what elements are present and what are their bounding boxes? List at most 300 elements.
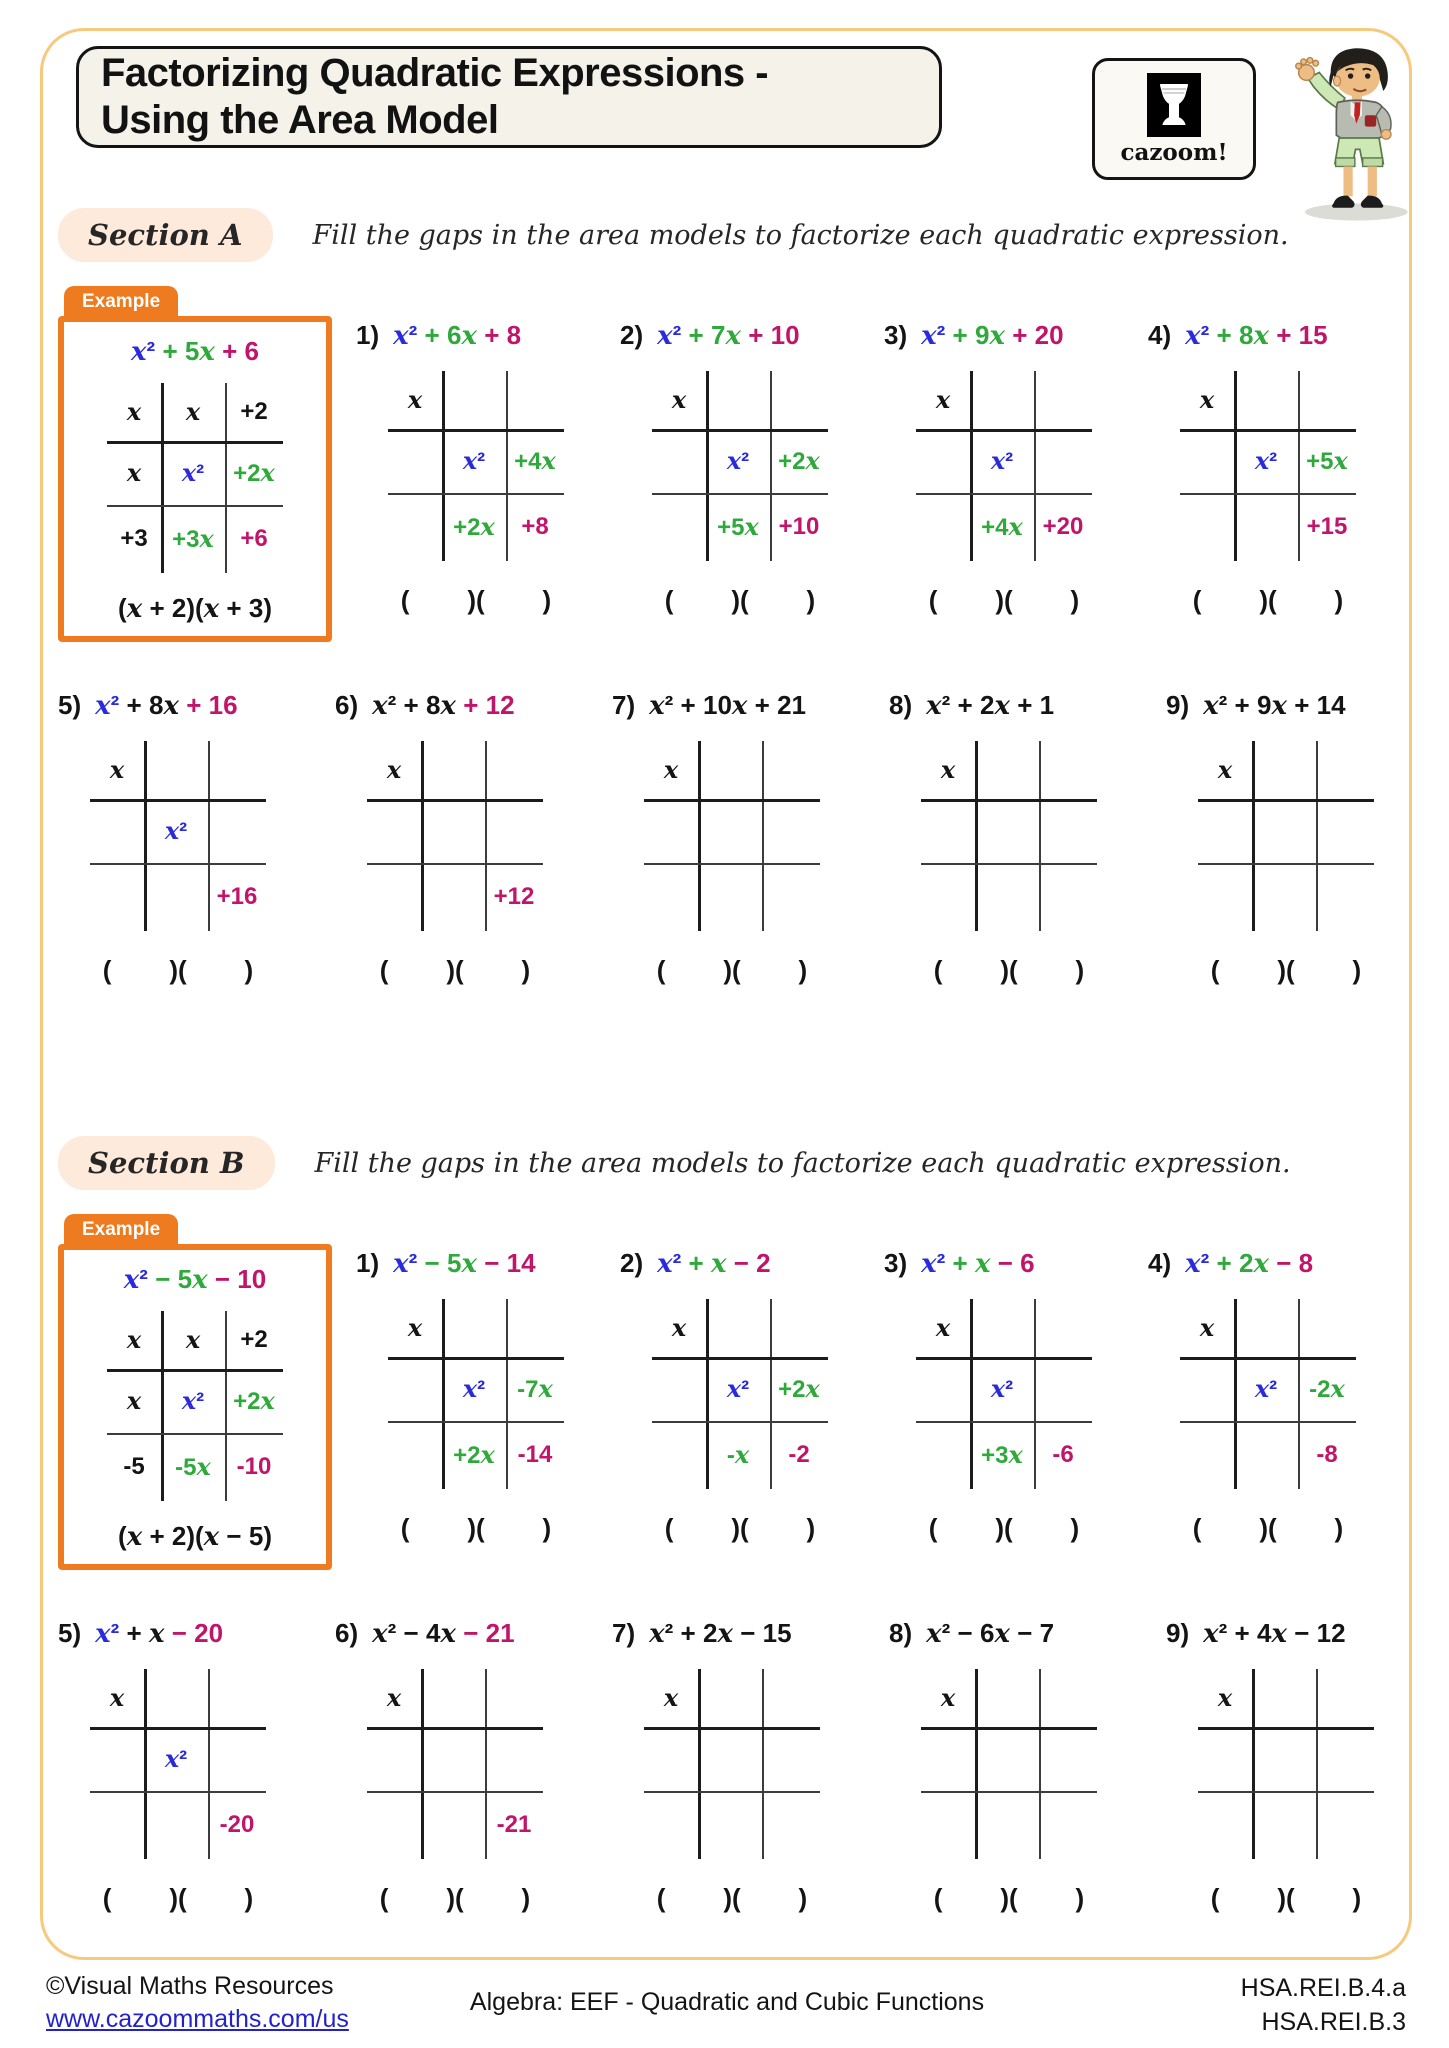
grid-cell: -6 [1052, 1441, 1074, 1468]
problem-card-3 [884, 286, 1124, 642]
grid-line [90, 1727, 266, 1730]
example-expression: x² + 5x + 6 [131, 336, 259, 367]
answer-blanks: ( )( ) [102, 955, 254, 985]
grid-cell [1039, 799, 1097, 863]
grid-line [388, 1421, 564, 1423]
answer-blanks: ( )( ) [928, 1513, 1080, 1543]
grid-line [107, 505, 283, 507]
problem-card-7 [612, 1584, 852, 1914]
grid-cell: x [185, 1325, 201, 1354]
grid-line [107, 441, 283, 444]
grid-cell [652, 1357, 706, 1421]
grid-cell [1252, 799, 1316, 863]
grid-line [698, 1669, 701, 1859]
grid-line [652, 493, 828, 495]
problem-card-8 [889, 1584, 1129, 1914]
grid-cell [1234, 1299, 1298, 1357]
grid-line [921, 1727, 1097, 1730]
grid-line [970, 371, 973, 561]
grid-line [144, 741, 147, 931]
grid-cell [975, 1791, 1039, 1859]
problem-card-4 [1148, 286, 1388, 642]
cazoom-logo [1092, 58, 1256, 180]
grid-cell: x [109, 755, 125, 784]
problem-expression: x² + 8x + 15 [1185, 320, 1328, 351]
problem-card-8 [889, 656, 1129, 986]
problem-card-7 [612, 656, 852, 986]
grid-cell: +3x [981, 1440, 1023, 1469]
problem-card-9 [1166, 656, 1406, 986]
grid-line [208, 1669, 210, 1859]
grid-cell [770, 371, 828, 429]
grid-line [1198, 1791, 1374, 1793]
grid-cell: x [935, 1313, 951, 1342]
grid-cell: -x [726, 1440, 750, 1469]
grid-line [1198, 863, 1374, 865]
example-tab: Example [64, 1214, 178, 1250]
problem-expression: x² − 6x − 7 [926, 1618, 1055, 1649]
grid-cell [1316, 741, 1374, 799]
grid-cell: x [663, 755, 679, 784]
problem-card-9 [1166, 1584, 1406, 1914]
grid-cell: +20 [1042, 513, 1084, 540]
grid-cell: x² [1254, 446, 1278, 475]
problem-number: 3) [884, 1248, 908, 1278]
grid-cell [485, 799, 543, 863]
problem-expression: x² + x − 20 [95, 1618, 224, 1649]
area-model-grid [1198, 741, 1374, 931]
grid-cell: +4x [981, 512, 1023, 541]
grid-cell: x [126, 397, 142, 426]
grid-cell [706, 1299, 770, 1357]
problem-number: 2) [620, 320, 644, 350]
problem-card-6 [335, 1584, 575, 1914]
grid-cell: -20 [219, 1811, 255, 1838]
grid-line [644, 863, 820, 865]
example-expression: x² − 5x − 10 [123, 1264, 267, 1295]
grid-cell [1034, 371, 1092, 429]
grid-cell: x² [164, 816, 188, 845]
grid-line [421, 1669, 424, 1859]
grid-cell: -21 [496, 1811, 532, 1838]
grid-line [916, 1357, 1092, 1360]
grid-line [1298, 371, 1300, 561]
grid-line [1234, 1299, 1237, 1489]
answer-blanks: ( )( ) [1210, 955, 1362, 985]
grid-cell [975, 741, 1039, 799]
grid-line [644, 1727, 820, 1730]
answer-blanks: ( )( ) [664, 1513, 816, 1543]
answer-blanks: ( )( ) [656, 955, 808, 985]
grid-cell [916, 429, 970, 493]
grid-cell [762, 1791, 820, 1859]
grid-cell [762, 1669, 820, 1727]
grid-cell: x² [1254, 1374, 1278, 1403]
cartoon-boy-illustration [1272, 44, 1432, 222]
grid-cell [770, 1299, 828, 1357]
grid-cell [208, 1727, 266, 1791]
grid-cell [1298, 1299, 1356, 1357]
grid-cell: +2x [453, 512, 495, 541]
problem-expression: x² + 7x + 10 [657, 320, 800, 351]
grid-cell [1039, 863, 1097, 931]
grid-cell [208, 741, 266, 799]
problem-card-5 [58, 1584, 298, 1914]
grid-cell [421, 1727, 485, 1791]
answer-blanks: ( )( ) [933, 955, 1085, 985]
cazoommaths-link[interactable]: www.cazoommaths.com/us [46, 2005, 349, 2033]
grid-cell [1198, 799, 1252, 863]
grid-cell [144, 741, 208, 799]
grid-cell [1039, 1727, 1097, 1791]
grid-cell [762, 799, 820, 863]
grid-cell [921, 1727, 975, 1791]
grid-cell [388, 1357, 442, 1421]
grid-cell: +5x [1306, 446, 1348, 475]
grid-line [970, 1299, 973, 1489]
grid-cell: x [671, 385, 687, 414]
problem-number: 3) [884, 320, 908, 350]
grid-cell [1252, 1727, 1316, 1791]
grid-cell [698, 799, 762, 863]
grid-cell [644, 1727, 698, 1791]
area-model-grid [1180, 371, 1356, 561]
grid-cell [442, 371, 506, 429]
grid-line [367, 799, 543, 802]
answer-blanks: ( )( ) [1192, 585, 1344, 615]
grid-cell [698, 1791, 762, 1859]
grid-cell [975, 863, 1039, 931]
grid-line [1180, 1421, 1356, 1423]
answer-blanks: ( )( ) [1210, 1883, 1362, 1913]
grid-cell [975, 799, 1039, 863]
grid-cell [762, 741, 820, 799]
answer-blanks: ( )( ) [664, 585, 816, 615]
section-b-label: Section B [58, 1136, 275, 1190]
grid-cell: +2x [233, 458, 275, 487]
grid-cell: x² [726, 1374, 750, 1403]
problem-expression: x² + 8x + 12 [372, 690, 515, 721]
grid-line [644, 1791, 820, 1793]
grid-line [506, 1299, 508, 1489]
area-model-grid [652, 1299, 828, 1489]
grid-cell [1234, 493, 1298, 561]
grid-cell: +4x [514, 446, 556, 475]
grid-cell [506, 371, 564, 429]
grid-line [1252, 741, 1255, 931]
grid-cell [644, 863, 698, 931]
problem-expression: x² + x − 2 [657, 1248, 771, 1279]
grid-cell [916, 493, 970, 561]
problem-expression: x² + 9x + 20 [921, 320, 1064, 351]
grid-cell: -2 [788, 1441, 810, 1468]
grid-cell [762, 863, 820, 931]
grid-cell: x² [164, 1744, 188, 1773]
section-a-row-1 [58, 286, 1406, 642]
grid-cell: +2 [240, 1326, 268, 1353]
area-model-grid [1180, 1299, 1356, 1489]
grid-line [367, 863, 543, 865]
grid-line [706, 371, 709, 561]
grid-cell [388, 1421, 442, 1489]
grid-cell [1316, 1727, 1374, 1791]
grid-cell: x [935, 385, 951, 414]
example-answer: (x + 2)(x − 5) [118, 1521, 272, 1552]
grid-line [90, 1791, 266, 1793]
grid-line [975, 1669, 978, 1859]
grid-cell [652, 493, 706, 561]
grid-cell [208, 799, 266, 863]
grid-cell: +2x [778, 1374, 820, 1403]
grid-cell [421, 741, 485, 799]
grid-line [161, 383, 164, 573]
grid-cell [975, 1669, 1039, 1727]
grid-cell [144, 1791, 208, 1859]
problem-card-1 [356, 286, 596, 642]
grid-cell: -5x [175, 1452, 211, 1481]
grid-cell [506, 1299, 564, 1357]
grid-cell [706, 371, 770, 429]
grid-cell: x [126, 1386, 142, 1415]
problem-card-2 [620, 1214, 860, 1570]
problem-number: 4) [1148, 1248, 1172, 1278]
grid-line [485, 1669, 487, 1859]
grid-line [485, 741, 487, 931]
problem-number: 4) [1148, 320, 1172, 350]
grid-cell [90, 863, 144, 931]
grid-line [762, 741, 764, 931]
grid-line [388, 429, 564, 432]
grid-line [1034, 1299, 1036, 1489]
grid-line [1039, 741, 1041, 931]
problem-card-6 [335, 656, 575, 986]
grid-cell: x [126, 1325, 142, 1354]
grid-cell: +12 [493, 883, 535, 910]
grid-cell [652, 429, 706, 493]
grid-cell: +2 [240, 398, 268, 425]
grid-cell [367, 1791, 421, 1859]
grid-cell [388, 429, 442, 493]
area-model-grid [644, 1669, 820, 1859]
grid-cell: x² [181, 458, 205, 487]
section-b-row-1 [58, 1214, 1406, 1570]
area-model-grid [916, 371, 1092, 561]
grid-cell [1316, 1669, 1374, 1727]
grid-line [1198, 799, 1374, 802]
grid-line [421, 741, 424, 931]
grid-cell [485, 1669, 543, 1727]
grid-cell: x [1217, 755, 1233, 784]
grid-cell: x [386, 755, 402, 784]
grid-line [921, 863, 1097, 865]
grid-cell [762, 1727, 820, 1791]
grid-cell [698, 741, 762, 799]
grid-cell [644, 1791, 698, 1859]
grid-cell: x [940, 1683, 956, 1712]
grid-cell [144, 863, 208, 931]
problem-number: 7) [612, 690, 636, 720]
grid-line [762, 1669, 764, 1859]
grid-line [1316, 1669, 1318, 1859]
grid-cell [90, 1727, 144, 1791]
area-model-grid [367, 741, 543, 931]
grid-line [921, 799, 1097, 802]
problem-number: 9) [1166, 690, 1190, 720]
area-model-grid [388, 1299, 564, 1489]
answer-blanks: ( )( ) [933, 1883, 1085, 1913]
grid-cell: +5x [717, 512, 759, 541]
grid-line [921, 1791, 1097, 1793]
section-a-label: Section A [58, 208, 273, 262]
problem-expression: x² + 6x + 8 [393, 320, 522, 351]
answer-blanks: ( )( ) [102, 1883, 254, 1913]
problem-expression: x² − 5x − 14 [393, 1248, 536, 1279]
grid-cell: -8 [1316, 1441, 1338, 1468]
problem-expression: x² + 2x − 15 [649, 1618, 792, 1649]
grid-cell: +2x [778, 446, 820, 475]
grid-line [916, 1421, 1092, 1423]
grid-cell: +15 [1306, 513, 1348, 540]
grid-cell [367, 799, 421, 863]
grid-cell [1034, 429, 1092, 493]
section-a-row-2 [58, 656, 1406, 986]
grid-line [652, 1357, 828, 1360]
area-model-grid [921, 1669, 1097, 1859]
grid-line [1234, 371, 1237, 561]
grid-cell [1252, 863, 1316, 931]
problem-number: 8) [889, 690, 913, 720]
section-b-instruction: Fill the gaps in the area models to factorize each quadratic expression. [314, 1147, 1291, 1179]
grid-line [388, 493, 564, 495]
grid-cell: x [1217, 1683, 1233, 1712]
grid-cell: x [126, 458, 142, 487]
grid-cell [1316, 1791, 1374, 1859]
grid-line [506, 371, 508, 561]
area-model-grid [90, 1669, 266, 1859]
page-title-line2: Using the Area Model [101, 98, 499, 142]
grid-cell: x [386, 1683, 402, 1712]
grid-line [1180, 429, 1356, 432]
drum-icon [1147, 73, 1201, 137]
grid-cell [975, 1727, 1039, 1791]
grid-cell [1316, 799, 1374, 863]
grid-line [698, 741, 701, 931]
grid-line [706, 1299, 709, 1489]
grid-cell [698, 1669, 762, 1727]
answer-blanks: ( )( ) [379, 1883, 531, 1913]
grid-line [1198, 1727, 1374, 1730]
answer-blanks: ( )( ) [400, 585, 552, 615]
grid-cell: x [663, 1683, 679, 1712]
grid-cell: x² [462, 1374, 486, 1403]
problem-number: 5) [58, 1618, 82, 1648]
example-tab: Example [64, 286, 178, 322]
grid-cell: -2x [1309, 1374, 1345, 1403]
grid-cell [1252, 1669, 1316, 1727]
grid-line [916, 493, 1092, 495]
grid-cell [698, 1727, 762, 1791]
grid-cell: x [940, 755, 956, 784]
grid-cell [1180, 1357, 1234, 1421]
grid-cell [144, 1669, 208, 1727]
grid-cell [1180, 1421, 1234, 1489]
grid-cell [1180, 493, 1234, 561]
problem-expression: x² + 2x + 1 [926, 690, 1055, 721]
grid-cell [485, 741, 543, 799]
grid-cell: -10 [236, 1453, 272, 1480]
grid-cell [1298, 371, 1356, 429]
grid-cell [1252, 741, 1316, 799]
grid-line [161, 1311, 164, 1501]
grid-cell [1034, 1357, 1092, 1421]
problem-number: 1) [356, 320, 380, 350]
grid-line [225, 1311, 227, 1501]
grid-cell [652, 1421, 706, 1489]
grid-line [144, 1669, 147, 1859]
grid-cell [1316, 863, 1374, 931]
grid-cell: +16 [216, 883, 258, 910]
grid-cell [421, 1791, 485, 1859]
grid-line [1316, 741, 1318, 931]
grid-cell: -5 [123, 1453, 145, 1480]
grid-cell [921, 799, 975, 863]
problem-number: 2) [620, 1248, 644, 1278]
grid-line [90, 799, 266, 802]
grid-cell [1198, 1727, 1252, 1791]
problem-card-1 [356, 1214, 596, 1570]
answer-blanks: ( )( ) [379, 955, 531, 985]
problem-expression: x² + 4x − 12 [1203, 1618, 1346, 1649]
section-b [58, 1136, 1406, 1914]
grid-line [208, 741, 210, 931]
grid-line [107, 1433, 283, 1435]
area-model-grid [1198, 1669, 1374, 1859]
grid-cell: +3x [172, 524, 214, 553]
copyright-text: ©Visual Maths Resources [46, 1972, 334, 2000]
problem-expression: x² + 10x + 21 [649, 690, 807, 721]
grid-cell: -7x [517, 1374, 553, 1403]
answer-blanks: ( )( ) [400, 1513, 552, 1543]
grid-cell [367, 863, 421, 931]
grid-cell: +2x [233, 1386, 275, 1415]
grid-cell: +2x [453, 1440, 495, 1469]
grid-cell [388, 493, 442, 561]
grid-cell [970, 1299, 1034, 1357]
grid-cell [90, 799, 144, 863]
area-model-grid [90, 741, 266, 931]
problem-number: 1) [356, 1248, 380, 1278]
grid-cell [1198, 863, 1252, 931]
grid-line [644, 799, 820, 802]
grid-cell [916, 1421, 970, 1489]
grid-cell: x² [990, 446, 1014, 475]
answer-blanks: ( )( ) [928, 585, 1080, 615]
grid-cell: x [1199, 1313, 1215, 1342]
grid-cell: x [671, 1313, 687, 1342]
area-model-grid [388, 371, 564, 561]
grid-cell [208, 1669, 266, 1727]
answer-blanks: ( )( ) [656, 1883, 808, 1913]
grid-cell [1234, 371, 1298, 429]
grid-cell [1039, 1669, 1097, 1727]
grid-line [652, 429, 828, 432]
grid-cell [421, 799, 485, 863]
problem-card-2 [620, 286, 860, 642]
problem-expression: x² + 2x − 8 [1185, 1248, 1314, 1279]
standard-code-1: HSA.REI.B.4.a [1240, 1974, 1406, 2002]
cazoom-logo-text: cazoom! [1120, 138, 1228, 166]
section-a-instruction: Fill the gaps in the area models to factorize each quadratic expression. [312, 219, 1289, 251]
